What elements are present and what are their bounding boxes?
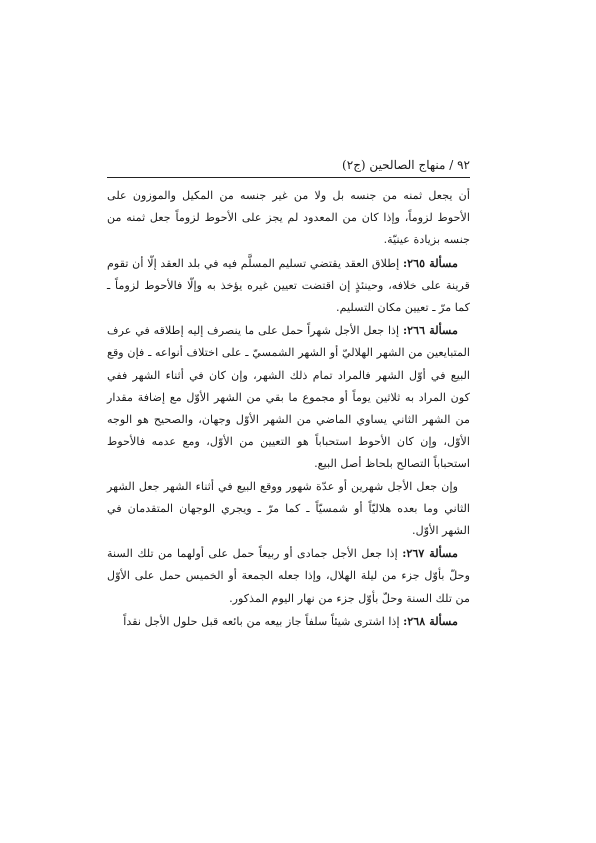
issue-265-label: مسألة ٢٦٥: bbox=[403, 255, 459, 270]
issue-268-label: مسألة ٢٦٨: bbox=[403, 613, 458, 628]
header-divider bbox=[107, 177, 470, 178]
issue-266-continuation bbox=[107, 476, 470, 543]
issue-265-text: إطلاق العقد يقتضي تسليم المسلَّم فيه في بلد العقد إلّا أن تقوم قرينة على خلافه، وحينئذٍ إن اقتضت تعيين غيره يؤخذ به وإلّا فالأحوط لزوماً ـ كما مرّ ـ تعيين مكان التسليم. bbox=[107, 256, 470, 315]
issue-266 bbox=[107, 319, 470, 475]
running-header bbox=[107, 157, 470, 177]
issue-266-continuation-text: وإن جعل الأجل شهرين أو عدّة شهور ووقع البيع في أثناء الشهر جعل الشهر الثاني وما بعده هلاليّاً أو شمسيّاً ـ كما مرّ ـ ويجري الوجهان المتقدمان في الشهر الأوّل. bbox=[107, 479, 470, 538]
issue-267-label: مسألة ٢٦٧: bbox=[402, 546, 458, 561]
issue-267 bbox=[107, 542, 470, 610]
issue-267-text: إذا جعل الأجل جمادى أو ربيعاً حمل على أولهما من تلك السنة وحلّ بأوّل جزء من ليلة الهلال، وإذا جعله الجمعة أو الخميس حمل على الأوّل من تلك السنة وحلّ بأوّل جزء من نهار اليوم المذكور. bbox=[107, 547, 470, 605]
paragraph-1 bbox=[107, 185, 470, 252]
issue-268 bbox=[107, 610, 470, 633]
running-title: ٩٢ / منهاج الصالحين (ج٢) bbox=[342, 158, 470, 172]
page-body bbox=[107, 185, 470, 633]
issue-265 bbox=[107, 252, 470, 320]
issue-266-label: مسألة ٢٦٦: bbox=[402, 323, 459, 338]
issue-266-text: إذا جعل الأجل شهراً حمل على ما ينصرف إليه إطلاقه في عرف المتبايعين من الشهر الهلاليّ أو الشهر الشمسيّ ـ على اختلاف أنواعه ـ فإن وقع البيع في أوّل الشهر فالمراد تمام ذلك الشهر، وإن كان في أثناء الشهر ففي كون المراد به ثلاثين يوماً أو مجموع ما بقي من الشهر الأوّل مع إضافة مقدار من الشهر الثاني يساوي الماضي من الشهر الأوّل وجهان، والصحيح هو الوجه الأوّل، وإن كان الأحوط استحباباً هو التعيين من الأوّل، ومع عدمه فالأحوط استحباباً التصالح بلحاظ أصل البيع. bbox=[107, 324, 470, 471]
issue-268-text: إذا اشترى شيئاً سلفاً جاز بيعه من بائعه قبل حلول الأجل نقداً bbox=[123, 614, 404, 628]
paragraph-1-text: أن يجعل ثمنه من جنسه بل ولا من غير جنسه من المكيل والموزون على الأحوط لزوماً، وإذا كان من المعدود لم يجز على الأحوط لزوماً جعل ثمنه من جنسه بزيادة عينيّة. bbox=[107, 189, 470, 247]
